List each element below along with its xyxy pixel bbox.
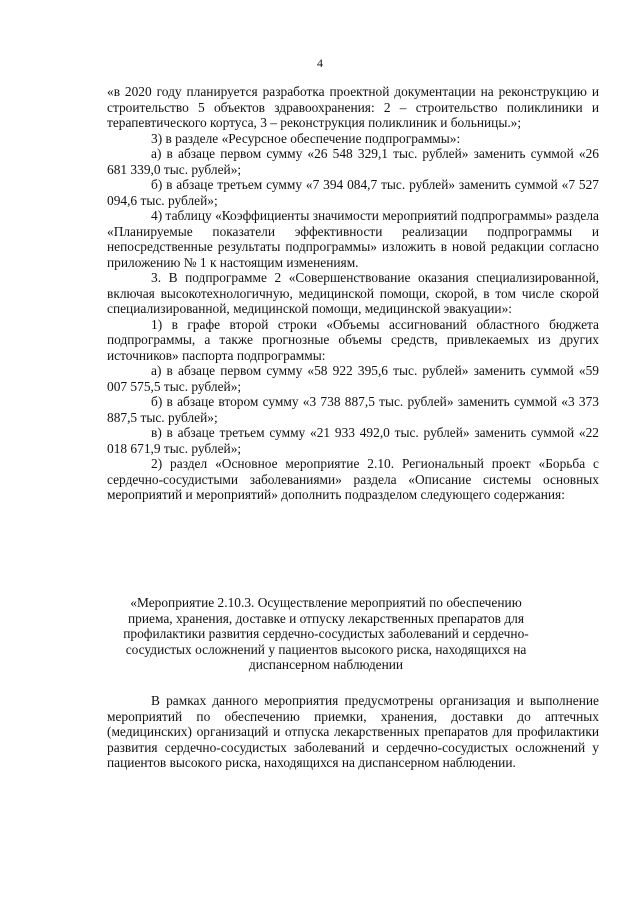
paragraph-measure-description: В рамках данного мероприятия предусмотрены организация и выполнение мероприятий по обеспечению приемки, хранения, доставки до аптечных (медицинских) организаций и отпуска лекарственных препаратов для профилактики развития сердечно-сосудистых заболеваний и сердечно-сосудистых осложнений у пациентов высокого риска, находящихся на диспансерном наблюдении. [107, 693, 599, 770]
paragraph-passport-c: в) в абзаце третьем сумму «21 933 492,0 тыс. рублей» заменить суммой «22 018 671,9 тыс. рублей»; [107, 425, 599, 456]
page-number: 4 [317, 56, 323, 70]
paragraph-coefficients-table: 4) таблицу «Коэффициенты значимости мероприятий подпрограммы» раздела «Планируемые показатели эффективности реализации подпрограммы и непосредственные результаты подпрограммы» изложить в новой редакции согласно приложению № 1 к настоящим изменениям. [107, 208, 599, 270]
paragraph-subprogram-2: 3. В подпрограмме 2 «Совершенствование оказания специализированной, включая высокотехнологичную, медицинской помощи, скорой, в том числе скорой специализированной, медицинской помощи, медицинской эвакуации»: [107, 270, 599, 316]
body-text [107, 84, 599, 503]
paragraph-passport-volumes: 1) в графе второй строки «Объемы ассигнований областного бюджета подпрограммы, а также прогнозные объемы средств, привлекаемых из других источников» паспорта подпрограммы: [107, 316, 599, 363]
final-text [107, 693, 599, 771]
paragraph-section-2-10: 2) раздел «Основное мероприятие 2.10. Региональный проект «Борьба с сердечно-сосудистыми заболеваниями» раздела «Описание системы основных мероприятий и мероприятий» дополнить подразделом следующего содержания: [107, 456, 599, 502]
paragraph-resource-section: 3) в разделе «Ресурсное обеспечение подпрограммы»: [151, 130, 461, 146]
paragraph-passport-b: б) в абзаце втором сумму «3 738 887,5 тыс. рублей» заменить суммой «3 373 887,5 тыс. рублей»; [107, 394, 599, 425]
paragraph-project-docs: «в 2020 году планируется разработка проектной документации на реконструкцию и строительство 5 объектов здравоохранения: 2 – строительство поликлиники и терапевтического кортуса, 3 – реконструкция поликлиник и больницы.»; [107, 84, 599, 130]
subsection-heading: «Мероприятие 2.10.3. Осуществление мероприятий по обеспечению приема, хранения, доставке и отпуску лекарственных препаратов для профилактики развития сердечно-сосудистых заболеваний и сердечно-сосудистых осложнений у пациентов высокого риска, находящихся на диспансерном наблюдении [123, 595, 529, 672]
paragraph-resource-a: а) в абзаце первом сумму «26 548 329,1 тыс. рублей» заменить суммой «26 681 339,0 тыс. рублей»; [107, 146, 599, 177]
paragraph-passport-a: а) в абзаце первом сумму «58 922 395,6 тыс. рублей» заменить суммой «59 007 575,5 тыс. рублей»; [107, 363, 599, 394]
paragraph-resource-b: б) в абзаце третьем сумму «7 394 084,7 тыс. рублей» заменить суммой «7 527 094,6 тыс. рублей»; [107, 177, 599, 208]
